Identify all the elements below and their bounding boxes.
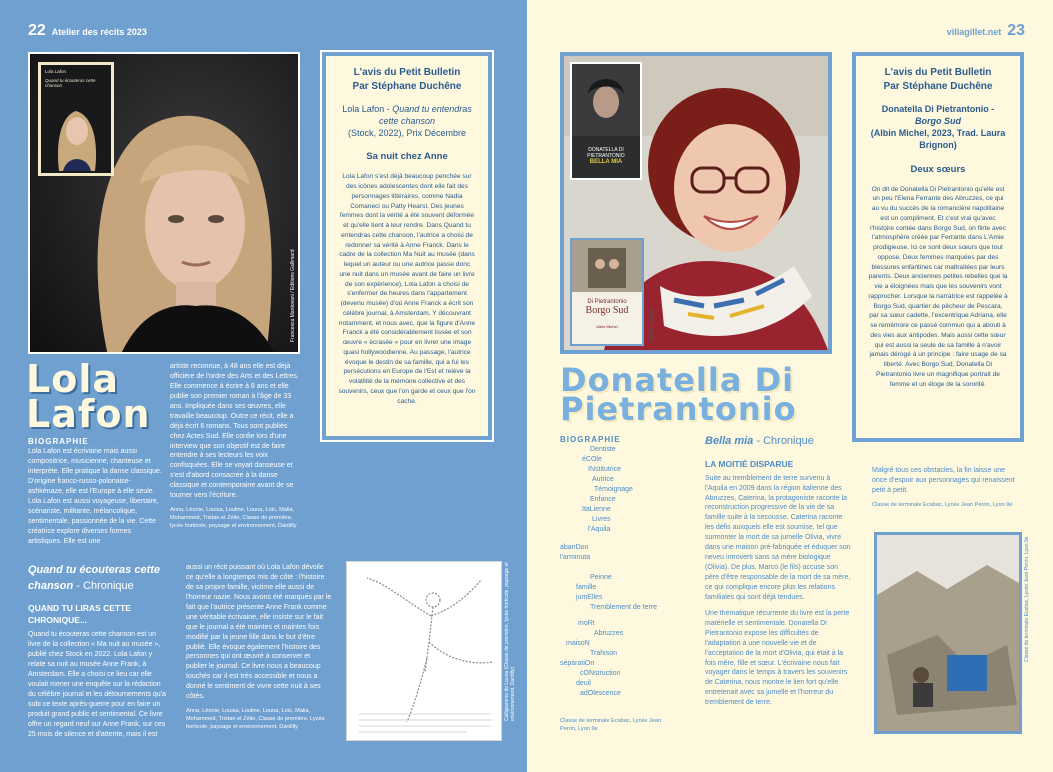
- lafon-name-line-2: Lafon: [26, 391, 151, 436]
- dancer-calligram-illustration: [346, 561, 502, 741]
- right-review-heading-2: Par Stéphane Duchêne: [883, 80, 993, 92]
- wordcloud-word: l'Aquila: [588, 526, 611, 533]
- lafon-chronique-suffix: - Chronique: [76, 579, 134, 592]
- donatella-chronique-col-2: [872, 466, 1022, 510]
- rubble-illustration: [877, 535, 1019, 731]
- donatella-photo-credit: Adolfo Frediani: [649, 308, 655, 342]
- wordcloud-word: maisoN: [566, 640, 590, 647]
- wordcloud-word: Peinne: [590, 574, 612, 581]
- wordcloud-word: Autrice: [592, 476, 614, 483]
- wordcloud-credit: Classe de terminale Ecabac, Lycée Jean Perrin, Lyon 9e: [560, 718, 662, 732]
- donatella-chronique-credit: Classe de terminale Ecabac, Lycée Jean Perrin, Lyon 9e: [872, 501, 1013, 508]
- right-review-book: [868, 103, 1008, 152]
- borgo-sud-cover-publisher: Albin Michel: [596, 324, 618, 329]
- donatella-bio-label: BIOGRAPHIE: [560, 435, 621, 444]
- donatella-chronique-text-3: Malgré tous ces obstacles, la fin laisse une once d'espoir aux personnages qui renaissent petit à petit.: [872, 467, 1015, 494]
- left-review-body: Lola Lafon s'est déjà beaucoup penchée sur des icônes adolescentes dont elle fait des personnages littéraires, comme Nadia Comaneci ou Patty Hearst. Des jeunes femmes dont la vérité a été souvent déformée et qu'elle tient à leur rendre. Dans Quand tu entendras cette chanson, l'autrice a choisi de redonner sa vérité à Anne Franck. Dans le cadre de la collection Ma Nuit au musée (dans lequel un auteur ou une autrice passe donc une nuit dans un musée avant de faire un livre de son expérience), Lola Lafon a choisi de s'enfermer de heures dans l'appartement (devenu musée) d'où Anne Franck a écrit son célèbre journal, à Amsterdam. Y découvrant notamment, et nous avec, que la figure d'Anne Franck a été considérablement lissée et son œuvre « écrasée » pour en livrer une image quasi hollywoodienne. Au passage, l'autrice évoque le destin de sa famille, qui a fui les persécutions en Europe de l'Est et relève la volatilité de la mémoire collective et des souvenirs, ceux que l'on garde et ceux que l'on cache.: [338, 173, 476, 405]
- wordcloud-word: adOlescence: [580, 690, 621, 697]
- lafon-bio-col-2: [170, 362, 304, 531]
- rubble-photo-credit: Classe de terminale Ecabac, Lycée Jean Perrin, Lyon 9e: [1024, 536, 1030, 662]
- wordcloud-word: éCOle: [582, 456, 602, 463]
- borgo-sud-cover-author: Di Pietrantonio: [587, 299, 627, 305]
- lafon-photo: [28, 52, 300, 354]
- lafon-chronique-title: Quand tu écouteras cette chanson: [28, 564, 161, 592]
- wordcloud-word: cONstruction: [580, 670, 621, 677]
- earthquake-rubble-photo: [874, 532, 1022, 734]
- left-review-box: [322, 52, 492, 440]
- wordcloud-word: abanDon: [560, 544, 589, 551]
- bella-mia-book-cover: [570, 62, 642, 180]
- wordcloud-word: jumElles: [576, 594, 603, 601]
- donatella-bio-wordcloud: [560, 432, 670, 712]
- donatella-chronique-title-line: [705, 434, 853, 450]
- donatella-name-line-1: Donatella Di: [560, 361, 795, 399]
- book-cover-portrait: [572, 64, 640, 136]
- lafon-name-line-1: Lola: [26, 357, 119, 401]
- donatella-chronique-heading: LA MOITIÉ DISPARUE: [705, 458, 794, 469]
- donatella-chronique-col-1: [705, 434, 853, 708]
- donatella-photo: [560, 52, 832, 354]
- right-page-number: 23: [1007, 22, 1025, 39]
- lafon-book-cover-title: Quand tu écouteras cette chanson: [45, 78, 96, 88]
- wordcloud-word: Livres: [592, 516, 611, 523]
- book-cover-portrait: [41, 97, 111, 171]
- wordcloud-word: Tremblement de terre: [590, 604, 658, 611]
- lafon-book-cover-author: Lola Lafon: [45, 69, 67, 74]
- right-review-book-author: Donatella Di Pietrantonio -: [881, 104, 995, 114]
- left-review-book-info: (Stock, 2022), Prix Décembre: [347, 128, 467, 139]
- bella-mia-cover-author: DONATELLA DI PIETRANTONIO: [587, 147, 625, 159]
- calligram-credit: Calligramme de Louna (Classe de première, lycée horticole, paysage et environnement, Dardilly): [504, 562, 516, 721]
- lafon-bio-credit: Anna, Léonie, Louisa, Louline, Louna, Loïc, Malia, Mohammed, Tristan et Zélie, Classe de première, lycée horticole, paysage et environnement, Dardilly: [170, 507, 297, 529]
- lafon-book-cover: [38, 62, 114, 176]
- dancer-icon: [347, 562, 503, 742]
- lafon-chronique-text-1: Quand tu écouteras cette chanson est un livre de la collection « Ma nuit au musée », publié chez Stock en 2022. Lola Lafon y relate sa nuit au musée Anne Frank, à Amsterdam. Elle a choisi ce lieu car elle voulait mener une enquête sur la rédaction du célèbre journal et les détournements qu'a subi ce texte après-guerre pour en faire un produit grand public et sentimental. Ce livre offre un regard neuf sur Anne Frank, sur ces 25 mois de silence et d'attente, mais il est: [28, 631, 166, 738]
- wordcloud-word: Enfance: [590, 496, 616, 503]
- right-folio: [947, 22, 1025, 40]
- left-page-number: 22: [28, 22, 46, 39]
- lafon-chronique-col-2: [186, 563, 332, 732]
- donatella-name-title: [560, 361, 797, 429]
- donatella-chronique-text-2: Une thématique récurrente du livre est la perte matérielle et sentimentale. Donatella Di Pietrantonio expose les difficultés de l'adaptation à une nouvelle vie et de l'acceptation de la mort d'Olivia, qui était à la fois mère, fille et sœur. L'écrivaine nous fait voyager dans le temps à travers les souvenirs de Caterina, nous montre le lien fort qu'elle entretenait avec sa jumelle et l'horreur du tremblement de terre.: [705, 609, 850, 707]
- wordcloud-word: l'arminuta: [560, 554, 591, 561]
- lafon-bio-col-1: [28, 436, 166, 547]
- wordcloud-word: deuil: [576, 680, 591, 687]
- right-review-box: [852, 52, 1024, 442]
- bella-mia-cover-title: BELLA MIA: [589, 159, 623, 165]
- right-review-heading-1: L'avis du Petit Bulletin: [884, 67, 992, 78]
- lafon-chronique-col-1: [28, 563, 168, 740]
- lafon-chronique-text-2: aussi un récit puissant où Lola Lafon dévoile ce qu'elle a longtemps mis de côté : l'histoire de sa propre famille, victime elle aussi de l'horreur nazie. Nous avons été marqués par le fait que l'autrice présente Anne Frank comme une véritable écrivaine, elle insiste sur le fait que le journal a été maintes et maintes fois modifié par la jeune fille dans le but d'être publié. Elle évoque également l'histoire des personnes qui ont œuvré à conserver et publier le journal. Ce livre nous a beaucoup touchés car il est très accessible et nous a donné le sentiment de vivre cette nuit à ses côtés.: [186, 564, 332, 701]
- wordcloud-word: INstitutrice: [588, 466, 622, 473]
- borgo-sud-book-cover: [570, 238, 644, 346]
- borgo-sud-cover-title: Borgo Sud: [585, 305, 629, 316]
- lafon-bio-label: BIOGRAPHIE: [28, 437, 89, 446]
- right-review-subheading: Deux sœurs: [910, 163, 966, 175]
- left-review-heading-2: Par Stéphane Duchêne: [352, 80, 462, 92]
- wordcloud-word: moRt: [578, 620, 595, 627]
- donatella-chronique-title: Bella mia: [705, 435, 754, 447]
- wordcloud-word: Dentiste: [590, 446, 616, 453]
- donatella-chronique-suffix: - Chronique: [756, 435, 814, 447]
- lafon-chronique-title-line: [28, 563, 168, 594]
- left-review-book-author: Lola Lafon -: [342, 104, 393, 114]
- lafon-bio-text-2: artiste reconnue, à 48 ans elle est déjà officière de l'ordre des Arts et des Lettres. Elle commence à écrire à 8 ans et elle publie son premier roman à l'âge de 33 ans. Impliquée dans ses œuvres, elle travaille beaucoup. Outre ce récit, elle a déjà écrit 6 romans. Tous sont publiés chez Actes Sud. Elle confie lors d'une interview que son objectif est de faire entendre à ses lecteurs les voix confisquées. Elle se voyait danseuse et s'est d'abord consacrée à la danse classique et contemporaine avant de se tourner vers l'écriture.: [170, 363, 299, 500]
- donatella-name-line-2: Pietrantonio: [560, 390, 797, 429]
- lafon-name-title: [26, 357, 151, 436]
- lafon-chronique-credit: Anna, Léonie, Louisa, Louline, Louna, Loïc, Malia, Mohammed, Tristan et Zélie, Classe de première, Lycée horticole, paysage et environnement, Dardilly: [186, 708, 325, 730]
- wordcloud-word: Témoignage: [594, 486, 633, 493]
- lafon-bio-text-1: Lola Lafon est écrivaine mais aussi compositrice, musicienne, chanteuse et interprète. Elle pratique la danse classique. D'origine franco-russo-polonaise-ashkénaze, elle est l'Europe à elle seule. Lola Lafon est aussi voyageuse, libertaire, scénariste, militante, mélancolique, sentimentale, passionnée de la vie. Cette créatrice explore diverses formes artistiques. Elle est une: [28, 448, 162, 545]
- wordcloud-word: Trahison: [590, 650, 617, 657]
- lafon-chronique-heading: QUAND TU LIRAS CETTE CHRONIQUE...: [28, 603, 131, 626]
- wordcloud-word: famille: [576, 584, 597, 591]
- left-folio: [28, 22, 147, 40]
- right-running-head: villagillet.net: [946, 27, 1002, 37]
- right-review-body: On dit de Donatella Di Pietrantonio qu'elle est un peu l'Elena Ferrante des Abruzzes, ce qui au vu du succès de la romancière napolitaine est un compliment. Et c'est vrai qu'avec l'histoire contée dans Borgo Sud, on flirte avec l'atmosphère créée par Ferrante dans L'Amie prodigieuse. Ici ce sont deux sœurs que tout oppose. Deux femmes marquées par des blessures enfantines car maltraitées par leurs parents. Deux anciennes petites rebelles que la vie a éloignées mais que les souvenirs vont rapprocher. Lorsque la narratrice est rappelée à Borgo Sud, quartier de pêcheur de Pescara, par sa sœur cadette, l'excentrique Adriana, elle se remémore ce passé commun qui a abouti à des vies aux antipodes. Mais aussi cette sœur qui est aussi la seule de sa famille à n'avoir jamais dérogé à un principe : faire usage de sa liberté. Avec Borgo Sud, Donatella Di Pietrantonio livre un magnifique portrait de femme et un éloge de la sororité.: [868, 185, 1008, 388]
- donatella-chronique-text-1: Suite au tremblement de terre survenu à l'Aquila en 2009 dans la région italienne des Abruzzes, Caterina, la protagoniste raconte la reconstruction progressive de la vie de sa famille suite à la secousse. Caterina raconte les défis auxquels elle est soumise, tel que surmonter la mort de sa jumelle Olivia, vivre dans une maison pré-fabriquée et éduquer son neveu introverti sans sa mère biologique (Olivia). De plus, Marco (le fils) accuse son père d'être responsable de la mort de sa mère, ce qui complique encore plus les relations familiales qui sont déjà tendues.: [705, 474, 851, 601]
- left-review-book-title: Quand tu entendras cette chanson: [378, 104, 472, 127]
- book-cover-window-photo: [572, 240, 642, 292]
- wordcloud-word: Abruzzes: [594, 630, 624, 637]
- left-running-head: Atelier des récits 2023: [51, 27, 147, 37]
- left-review-book: [338, 103, 476, 139]
- lafon-photo-credit: Francesca Mantovani / Editions Gallimard: [290, 249, 296, 342]
- right-review-book-title: Borgo Sud: [915, 116, 961, 127]
- wordcloud-word: séparatiOn: [560, 660, 595, 667]
- wordcloud-word: ItaLienne: [582, 506, 611, 513]
- left-review-heading-1: L'avis du Petit Bulletin: [353, 67, 461, 78]
- right-review-book-info: (Albin Michel, 2023, Trad. Laura Brignon): [870, 128, 1006, 151]
- left-review-subheading: Sa nuit chez Anne: [366, 151, 448, 163]
